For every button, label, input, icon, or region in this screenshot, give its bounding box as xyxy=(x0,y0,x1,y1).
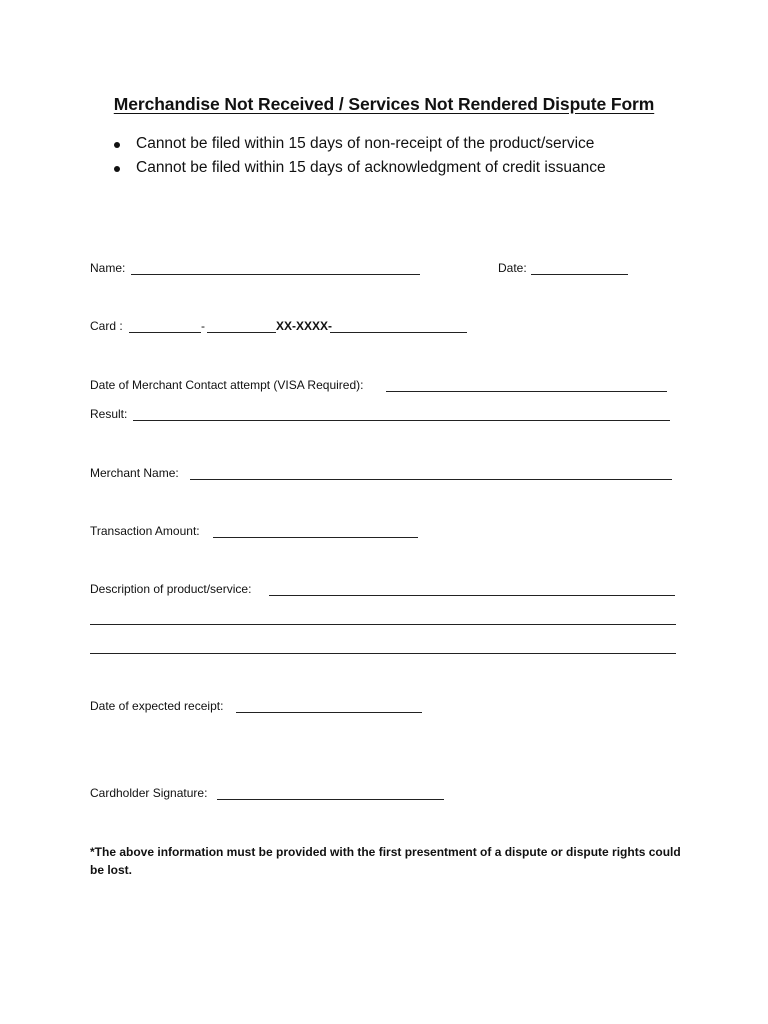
form-title: Merchandise Not Received / Services Not Rendered Dispute Form xyxy=(113,94,655,114)
filing-rule-item xyxy=(112,132,606,156)
filing-rules-list xyxy=(112,132,606,180)
date-label: Date: xyxy=(498,261,527,275)
name-label: Name: xyxy=(90,261,126,275)
result-field[interactable] xyxy=(133,420,670,421)
filing-rule-text: Cannot be filed within 15 days of non-receipt of the product/service xyxy=(136,135,595,152)
result-label: Result: xyxy=(90,407,128,421)
description-label: Description of product/service: xyxy=(90,582,252,596)
merchant-name-label: Merchant Name: xyxy=(90,466,179,480)
signature-field[interactable] xyxy=(217,799,444,800)
footnote: *The above information must be provided with the first presentment of a dispute or dispute rights could be lost. xyxy=(90,845,681,877)
name-field[interactable] xyxy=(131,274,420,275)
card-masked-digits: XX-XXXX- xyxy=(276,319,333,333)
merchant-contact-label: Date of Merchant Contact attempt (VISA Required): xyxy=(90,378,364,392)
signature-label: Cardholder Signature: xyxy=(90,786,208,800)
description-field[interactable] xyxy=(269,595,675,596)
merchant-name-field[interactable] xyxy=(190,479,672,480)
date-field[interactable] xyxy=(531,274,628,275)
card-dash: - xyxy=(201,319,205,333)
filing-rule-item xyxy=(112,156,606,180)
description-field-line-2[interactable] xyxy=(90,624,676,625)
card-last-segment-field[interactable] xyxy=(330,332,467,333)
bullet-icon xyxy=(114,142,120,148)
transaction-amount-label: Transaction Amount: xyxy=(90,524,200,538)
bullet-icon xyxy=(114,166,120,172)
expected-receipt-date-field[interactable] xyxy=(236,712,422,713)
description-field-line-3[interactable] xyxy=(90,653,676,654)
filing-rule-text: Cannot be filed within 15 days of acknowledgment of credit issuance xyxy=(136,159,606,176)
transaction-amount-field[interactable] xyxy=(213,537,418,538)
card-first-segment-field[interactable] xyxy=(129,332,201,333)
card-second-segment-field[interactable] xyxy=(207,332,276,333)
card-label: Card : xyxy=(90,319,123,333)
merchant-contact-date-field[interactable] xyxy=(386,391,667,392)
expected-receipt-label: Date of expected receipt: xyxy=(90,699,224,713)
